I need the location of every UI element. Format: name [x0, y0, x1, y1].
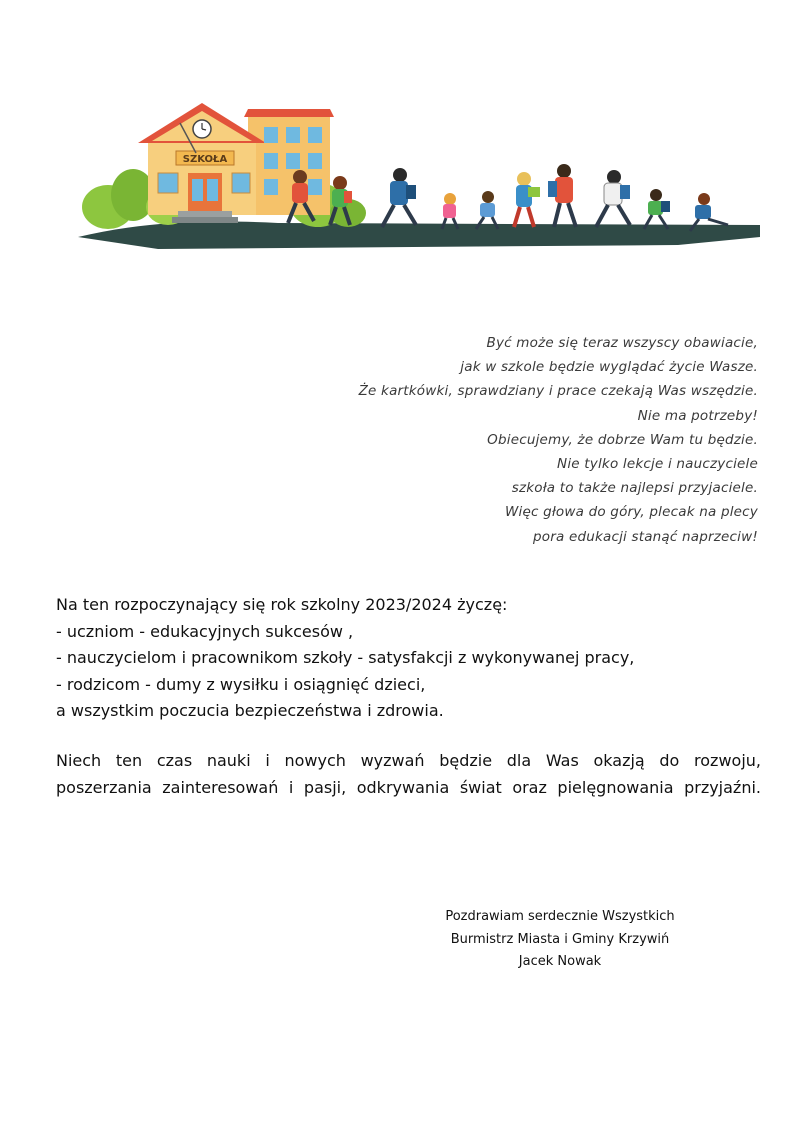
poem-line: Nie tylko lekcje i nauczyciele: [557, 456, 758, 473]
signature-greeting: Pozdrawiam serdecznie Wszystkich: [445, 909, 675, 924]
child-figure: [476, 191, 498, 229]
poem-line: Być może się teraz wszyscy obawiacie,: [486, 335, 758, 351]
child-figure: [644, 189, 670, 229]
wishes-line: - uczniom - edukacyjnych sukcesów ,: [56, 621, 354, 641]
signature-block: [420, 906, 700, 974]
closing-line: poszerzania zainteresowań i pasji, odkrywania świat oraz pielęgnowania przyjaźni.: [56, 778, 761, 797]
child-figure: [514, 172, 540, 227]
poem-line: pora edukacji stanąć naprzeciw!: [533, 528, 758, 545]
road-shape: [78, 222, 760, 249]
poem-line: Nie ma potrzeby!: [637, 407, 758, 424]
wishes-line: - nauczycielom i pracownikom szkoły - satysfakcji z wykonywanej pracy,: [56, 648, 635, 668]
poem-line: szkoła to także najlepsi przyjaciele.: [511, 480, 758, 497]
school-sign: SZKOŁA: [182, 154, 228, 165]
wishes-line: Na ten rozpoczynający się rok szkolny 2023/2024 życzę:: [56, 595, 508, 614]
child-figure: [382, 168, 416, 227]
closing-line: Niech ten czas nauki i nowych wyzwań będzie dla Was okazją do rozwoju,: [56, 751, 761, 770]
child-figure: [596, 170, 630, 227]
wishes-paragraph: [56, 592, 761, 725]
poem-line: jak w szkole będzie wyglądać życie Wasze.: [460, 359, 758, 376]
signature-title: Burmistrz Miasta i Gminy Krzywiń: [450, 931, 670, 947]
signature-name: Jacek Nowak: [518, 954, 602, 969]
wishes-line: - rodzicom - dumy z wysiłku i osiągnięć dzieci,: [56, 674, 426, 694]
child-figure: [548, 164, 576, 227]
wishes-line: a wszystkim poczucia bezpieczeństwa i zdrowia.: [56, 701, 444, 721]
poem-line: Obiecujemy, że dobrze Wam tu będzie.: [487, 431, 758, 448]
closing-paragraph: [56, 747, 761, 801]
poem-line: Że kartkówki, sprawdziany i prace czekają Was wszędzie.: [358, 383, 758, 400]
child-figure: [442, 193, 458, 229]
school-children-illustration: [78, 95, 760, 255]
poem-line: Więc głowa do góry, plecak na plecy: [504, 504, 758, 521]
poem: [238, 331, 758, 549]
